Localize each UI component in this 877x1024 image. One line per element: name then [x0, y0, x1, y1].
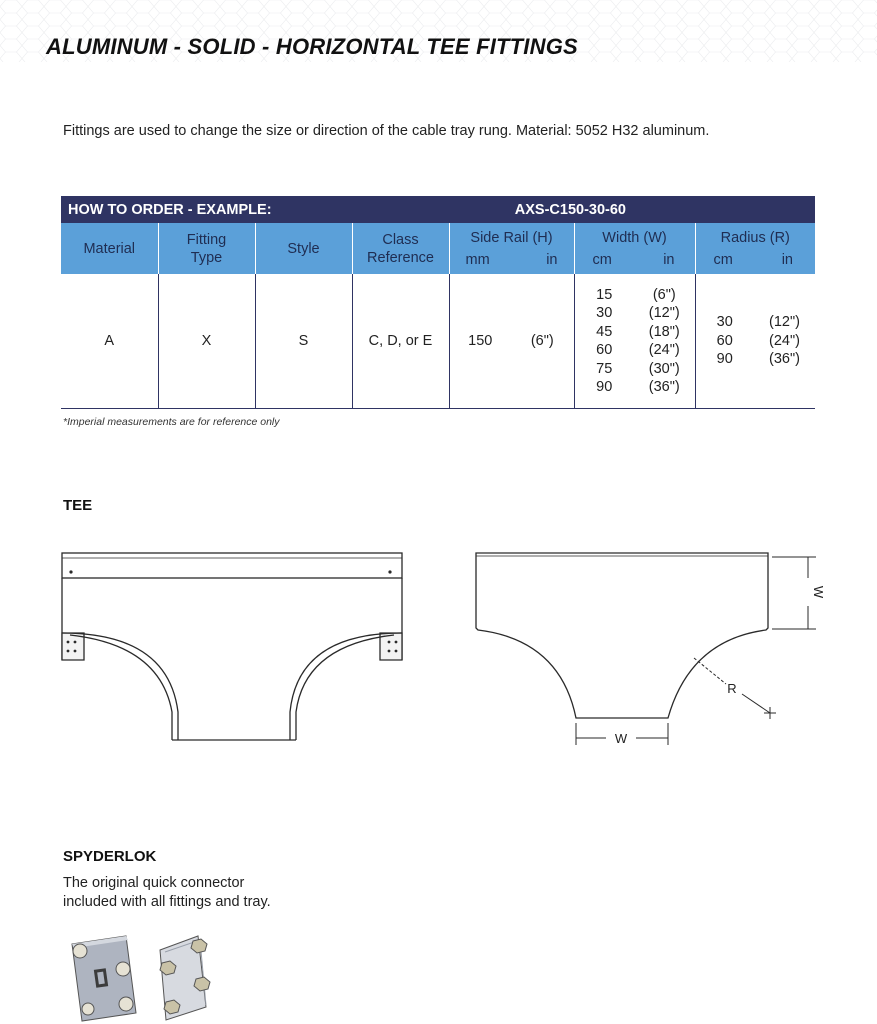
- col-fitting-type-line1: Fitting: [186, 231, 227, 248]
- width-cm-item: 30: [596, 305, 613, 321]
- col-radius-label: Radius (R): [720, 229, 790, 246]
- col-fitting-type-line2: Type: [190, 249, 223, 266]
- radius-cm-item: 60: [716, 332, 733, 349]
- width-cm-item: 75: [596, 360, 613, 377]
- width-in-item: (6"): [652, 286, 676, 303]
- spyderlok-line1: The original quick connector: [63, 875, 245, 891]
- width-cm-item: 45: [596, 323, 613, 340]
- col-class-line1: Class: [382, 231, 419, 248]
- col-material: Material: [61, 223, 158, 274]
- width-unit-in: in: [663, 251, 675, 268]
- spyderlok-plate-side: [160, 936, 210, 1020]
- width-in-item: (36"): [648, 379, 680, 395]
- radius-in-item: (24"): [769, 332, 800, 349]
- tee-dimension-drawing: [476, 553, 816, 745]
- col-class-line2: Reference: [367, 249, 434, 266]
- tee-3d-drawing: [62, 553, 402, 740]
- radius-cm-item: 90: [716, 351, 733, 368]
- width-in-item: (12"): [648, 305, 680, 321]
- width-cm-item: 15: [596, 286, 613, 303]
- footnote: *Imperial measurements are for reference only: [63, 416, 280, 428]
- side-rail-unit-in: in: [546, 251, 558, 268]
- value-fitting-type: X: [158, 274, 255, 409]
- col-side-rail-label: Side Rail (H): [470, 229, 553, 246]
- page-title: ALUMINUM - SOLID - HORIZONTAL TEE FITTINGS: [46, 34, 578, 59]
- dimension-label-w-vertical: W: [811, 585, 826, 599]
- order-example-code: AXS-C150-30-60: [449, 196, 574, 223]
- col-width-label: Width (W): [602, 229, 667, 246]
- value-side-rail-mm: 150: [449, 274, 511, 409]
- width-in-item: (30"): [648, 360, 680, 377]
- radius-in-item: (36"): [769, 351, 800, 368]
- width-cm-item: 60: [596, 342, 613, 358]
- how-to-order-label: HOW TO ORDER - EXAMPLE:: [61, 196, 449, 223]
- dimension-label-w-horizontal: W: [614, 731, 628, 746]
- width-cm-item: 90: [596, 379, 613, 395]
- dimension-label-r: R: [727, 681, 737, 696]
- width-unit-cm: cm: [592, 251, 612, 268]
- spyderlok-line2: included with all fittings and tray.: [63, 894, 271, 910]
- spyderlok-heading: SPYDERLOK: [63, 848, 157, 865]
- col-style: Style: [255, 223, 352, 274]
- value-class: C, D, or E: [352, 274, 449, 409]
- width-in-item: (24"): [648, 342, 680, 358]
- value-style: S: [255, 274, 352, 409]
- radius-in-item: (12"): [769, 314, 800, 331]
- width-in-item: (18"): [648, 323, 680, 340]
- spyderlok-description: [63, 874, 363, 912]
- value-material: A: [61, 274, 158, 409]
- value-side-rail-in: (6"): [511, 274, 574, 409]
- spyderlok-plate-front: [72, 936, 136, 1021]
- side-rail-unit-mm: mm: [465, 251, 490, 268]
- radius-unit-cm: cm: [713, 251, 733, 268]
- radius-cm-item: 30: [716, 314, 733, 331]
- tee-heading: TEE: [63, 497, 93, 514]
- radius-unit-in: in: [781, 251, 793, 268]
- intro-text: Fittings are used to change the size or direction of the cable tray rung. Material: 5052 H32 aluminum.: [63, 123, 710, 139]
